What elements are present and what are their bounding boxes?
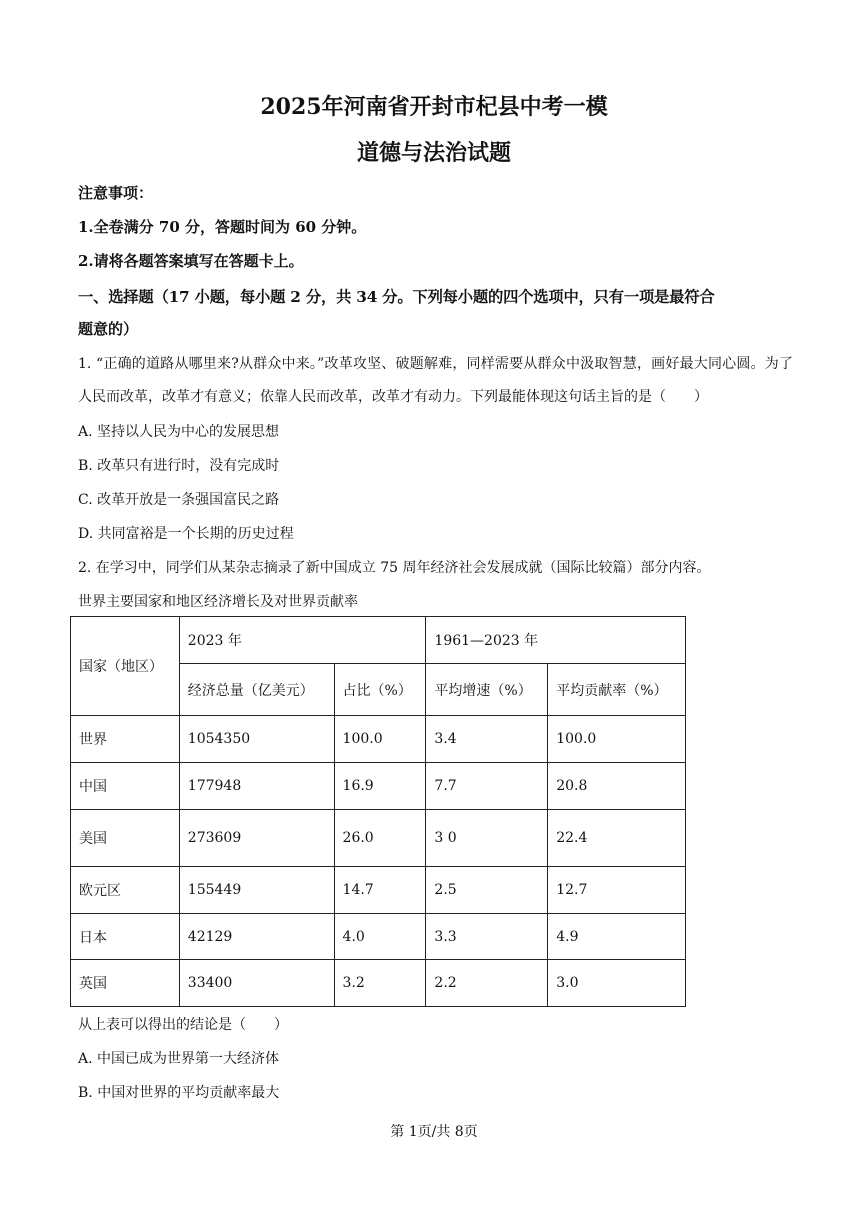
table-header-group-2023: 2023 年 (179, 617, 426, 664)
table-cell: 4.9 (548, 914, 686, 960)
notice-item: 1.全卷满分 70 分，答题时间为 60 分钟。 (78, 218, 367, 236)
table-cell: 100.0 (334, 716, 426, 763)
table-cell: 3.3 (426, 914, 548, 960)
q2-option-b: B. 中国对世界的平均贡献率最大 (78, 1085, 280, 1101)
table-cell: 26.0 (334, 810, 426, 867)
section-heading-cont: 题意的） (78, 320, 139, 338)
table-cell: 欧元区 (71, 867, 180, 914)
table-cell: 22.4 (548, 810, 686, 867)
table-col-header: 平均贡献率（%） (548, 664, 686, 716)
table-cell: 20.8 (548, 763, 686, 810)
table-cell: 14.7 (334, 867, 426, 914)
table-cell: 16.9 (334, 763, 426, 810)
table-row (71, 914, 686, 960)
table-cell: 100.0 (548, 716, 686, 763)
table-cell: 42129 (179, 914, 334, 960)
table-cell: 世界 (71, 716, 180, 763)
economy-table (70, 616, 686, 1007)
table-cell: 3.0 (548, 960, 686, 1007)
table-row (71, 716, 686, 763)
q1-option-c: C. 改革开放是一条强国富民之路 (78, 492, 280, 508)
q1-option-b: B. 改革只有进行时，没有完成时 (78, 458, 280, 474)
q1-option-d: D. 共同富裕是一个长期的历史过程 (78, 526, 294, 542)
table-cell: 美国 (71, 810, 180, 867)
table-row (71, 960, 686, 1007)
table-caption: 世界主要国家和地区经济增长及对世界贡献率 (78, 594, 358, 610)
notice-item: 2.请将各题答案填写在答题卡上。 (78, 252, 304, 270)
table-header-group-range: 1961—2023 年 (426, 617, 686, 664)
table-row (71, 763, 686, 810)
table-cell: 155449 (179, 867, 334, 914)
question-2-prompt: 从上表可以得出的结论是（ ） (78, 1017, 288, 1033)
page-number: 第 1页/共 8页 (390, 1124, 478, 1140)
table-cell: 2.5 (426, 867, 548, 914)
table-cell: 7.7 (426, 763, 548, 810)
table-col-header: 占比（%） (334, 664, 426, 716)
notice-heading: 注意事项： (78, 184, 154, 202)
question-2-stem: 2. 在学习中，同学们从某杂志摘录了新中国成立 75 周年经济社会发展成就（国际比较篇）部分内容。 (78, 560, 711, 576)
table-cell: 日本 (71, 914, 180, 960)
table-col-header: 经济总量（亿美元） (179, 664, 334, 716)
table-cell: 33400 (179, 960, 334, 1007)
section-heading: 一、选择题（17 小题，每小题 2 分，共 34 分。下列每小题的四个选项中，只有一项是最符合 (78, 288, 715, 306)
table-header-country: 国家（地区） (71, 617, 180, 716)
exam-title: 2025年河南省开封市杞县中考一模 (260, 94, 608, 120)
q2-option-a: A. 中国已成为世界第一大经济体 (78, 1051, 280, 1067)
exam-subtitle: 道德与法治试题 (356, 140, 511, 166)
table-cell: 12.7 (548, 867, 686, 914)
table-cell: 177948 (179, 763, 334, 810)
table-row (71, 810, 686, 867)
table-cell: 3.2 (334, 960, 426, 1007)
table-row (71, 867, 686, 914)
question-1-stem: 1. “正确的道路从哪里来?从群众中来。”改革攻坚、破题解难，同样需要从群众中汲取智慧，画好最大同心圆。为了人民而改革，改革才有意义；依靠人民而改革，改革才有动力。下列最能体现这句话主旨的是（ ） (78, 356, 793, 405)
table-cell: 中国 (71, 763, 180, 810)
table-cell: 2.2 (426, 960, 548, 1007)
table-cell: 英国 (71, 960, 180, 1007)
table-cell: 4.0 (334, 914, 426, 960)
table-col-header: 平均增速（%） (426, 664, 548, 716)
table-cell: 3.4 (426, 716, 548, 763)
table-cell: 273609 (179, 810, 334, 867)
q1-option-a: A. 坚持以人民为中心的发展思想 (78, 424, 280, 440)
table-cell: 3 0 (426, 810, 548, 867)
table-cell: 1054350 (179, 716, 334, 763)
